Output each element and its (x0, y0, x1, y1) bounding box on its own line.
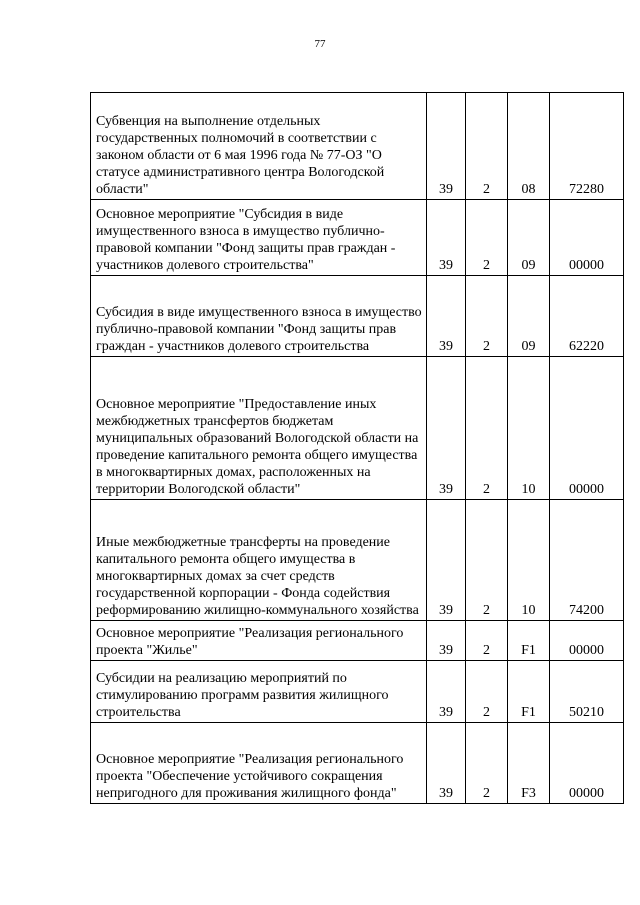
program-code: 39 (427, 661, 466, 723)
direction-code: 00000 (550, 621, 624, 661)
direction-code: 00000 (550, 200, 624, 276)
activity-code: 10 (508, 500, 550, 621)
direction-code: 62220 (550, 276, 624, 357)
activity-code: F1 (508, 621, 550, 661)
subprogram-code: 2 (466, 621, 508, 661)
direction-code: 74200 (550, 500, 624, 621)
program-code: 39 (427, 621, 466, 661)
table-row (91, 93, 624, 200)
program-code: 39 (427, 93, 466, 200)
subprogram-code: 2 (466, 661, 508, 723)
activity-code: 09 (508, 276, 550, 357)
row-name: Основное мероприятие "Реализация регионального проекта "Жилье" (91, 621, 427, 661)
subprogram-code: 2 (466, 357, 508, 500)
row-name: Основное мероприятие "Реализация регионального проекта "Обеспечение устойчивого сокращения непригодного для проживания жилищного фонда" (91, 723, 427, 804)
row-name: Основное мероприятие "Предоставление иных межбюджетных трансфертов бюджетам муниципальных образований Вологодской области на проведение капитального ремонта общего имущества в многоквартирных домах, расположенных на территории Вологодской области" (91, 357, 427, 500)
row-name: Субсидии на реализацию мероприятий по стимулированию программ развития жилищного строительства (91, 661, 427, 723)
row-name: Иные межбюджетные трансферты на проведение капитального ремонта общего имущества в многоквартирных домах за счет средств государственной корпорации - Фонда содействия реформированию жилищно-коммунального хозяйства (91, 500, 427, 621)
activity-code: 09 (508, 200, 550, 276)
activity-code: F3 (508, 723, 550, 804)
table-row (91, 621, 624, 661)
program-code: 39 (427, 357, 466, 500)
subprogram-code: 2 (466, 723, 508, 804)
activity-code: F1 (508, 661, 550, 723)
program-code: 39 (427, 276, 466, 357)
table-row (91, 200, 624, 276)
subprogram-code: 2 (466, 93, 508, 200)
page-number: 77 (314, 38, 326, 50)
subprogram-code: 2 (466, 276, 508, 357)
program-code: 39 (427, 200, 466, 276)
subprogram-code: 2 (466, 200, 508, 276)
row-name: Субвенция на выполнение отдельных государственных полномочий в соответствии с законом области от 6 мая 1996 года № 77-ОЗ "О статусе административного центра Вологодской области" (91, 93, 427, 200)
direction-code: 72280 (550, 93, 624, 200)
direction-code: 50210 (550, 661, 624, 723)
budget-classification-table (90, 92, 624, 804)
table-row (91, 723, 624, 804)
row-name: Основное мероприятие "Субсидия в виде имущественного взноса в имущество публично-правовой компании "Фонд защиты прав граждан - участников долевого строительства" (91, 200, 427, 276)
direction-code: 00000 (550, 357, 624, 500)
program-code: 39 (427, 723, 466, 804)
row-name: Субсидия в виде имущественного взноса в имущество публично-правовой компании "Фонд защиты прав граждан - участников долевого строительства (91, 276, 427, 357)
subprogram-code: 2 (466, 500, 508, 621)
activity-code: 10 (508, 357, 550, 500)
table-row (91, 500, 624, 621)
activity-code: 08 (508, 93, 550, 200)
program-code: 39 (427, 500, 466, 621)
direction-code: 00000 (550, 723, 624, 804)
table-row (91, 276, 624, 357)
table-row (91, 661, 624, 723)
table-row (91, 357, 624, 500)
